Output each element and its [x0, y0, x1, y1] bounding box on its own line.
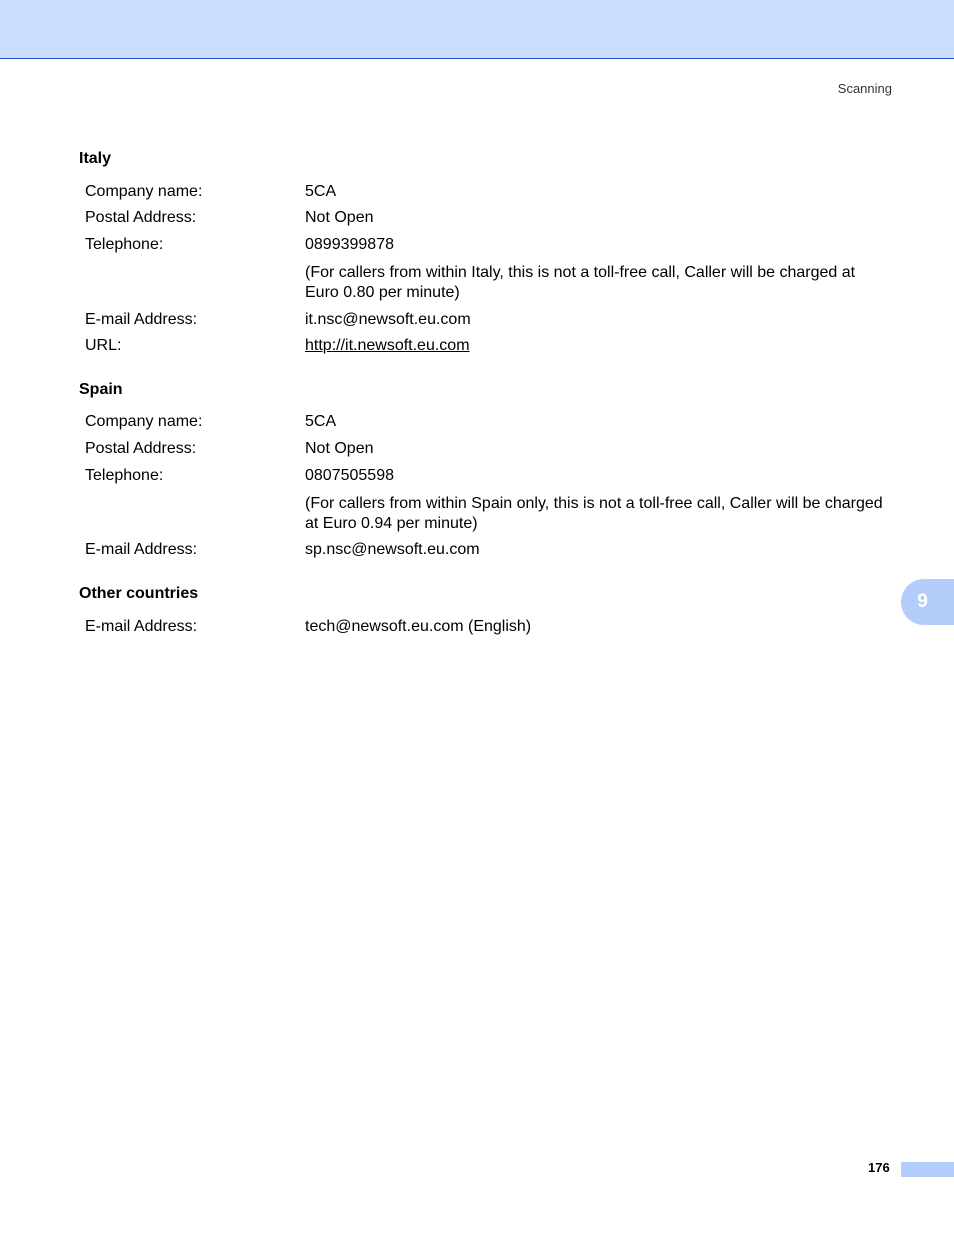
section-title-other-countries: Other countries — [79, 585, 199, 602]
header-band — [0, 0, 954, 59]
email-value: it.nsc@newsoft.eu.com — [305, 311, 471, 328]
email-value: tech@newsoft.eu.com (English) — [305, 618, 532, 635]
row-value: (For callers from within Spain only, this is not a toll-free call, Caller will be charged at Euro 0.94 per minute) — [305, 495, 883, 532]
section-title-spain: Spain — [79, 381, 123, 398]
row-value: 5CA — [305, 183, 337, 200]
row-label: E-mail Address: — [85, 618, 198, 635]
row-label: Postal Address: — [85, 440, 197, 457]
page-number-bar — [901, 1162, 954, 1177]
row-value: Not Open — [305, 209, 374, 226]
row-value: 0899399878 — [305, 236, 394, 253]
row-label: E-mail Address: — [85, 311, 198, 328]
row-label: URL: — [85, 337, 122, 354]
url-link[interactable]: http://it.newsoft.eu.com — [305, 337, 470, 354]
row-value: Not Open — [305, 440, 374, 457]
running-header: Scanning — [837, 81, 892, 96]
row-value: 5CA — [305, 413, 337, 430]
row-label: Telephone: — [85, 467, 164, 484]
row-label: Company name: — [85, 183, 203, 200]
email-value: sp.nsc@newsoft.eu.com — [305, 541, 480, 558]
chapter-tab: 9 — [901, 579, 954, 625]
row-label: E-mail Address: — [85, 541, 198, 558]
section-title-italy: Italy — [79, 150, 112, 167]
row-label: Postal Address: — [85, 209, 197, 226]
row-value: (For callers from within Italy, this is not a toll-free call, Caller will be charged at Euro 0.80 per minute) — [305, 264, 856, 301]
row-label: Telephone: — [85, 236, 164, 253]
row-label: Company name: — [85, 413, 203, 430]
row-value: 0807505598 — [305, 467, 394, 484]
page-number: 176 — [868, 1160, 890, 1175]
